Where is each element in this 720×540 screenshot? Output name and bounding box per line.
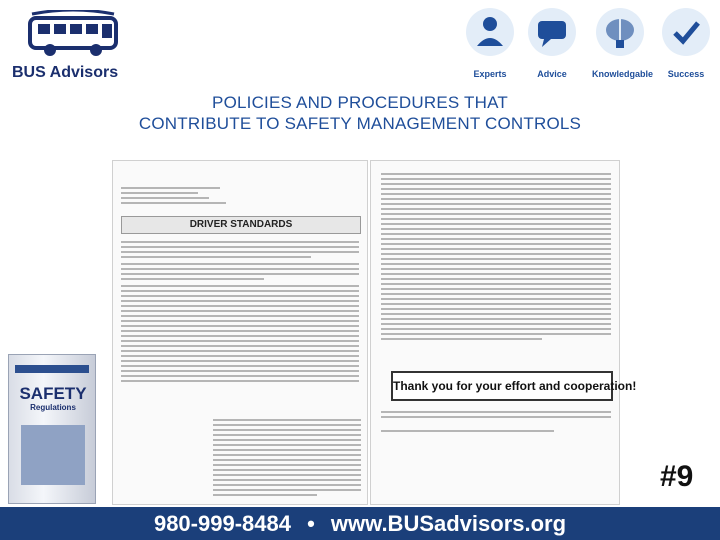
badge-label: Success: [667, 69, 705, 79]
experts-icon: [464, 6, 516, 58]
document-body-text: [381, 173, 611, 343]
badge-experts: [462, 6, 518, 82]
slide-number: #9: [660, 460, 694, 493]
brain-icon: [594, 6, 646, 58]
footer-bar: [0, 507, 720, 540]
advice-icon: [526, 6, 578, 58]
document-body-text-lower: [213, 419, 361, 499]
book-cover-image: [21, 425, 85, 485]
thank-you-banner: Thank you for your effort and cooperation!: [391, 371, 613, 401]
badge-label: Experts: [473, 69, 507, 79]
brand-name: BUS Advisors: [12, 64, 119, 81]
safety-regulations-book: [8, 354, 96, 504]
title-line-1: POLICIES AND PROCEDURES THAT: [212, 93, 508, 112]
driver-standards-document: [112, 160, 368, 505]
badge-label: Knowledgable: [592, 69, 654, 79]
document-body-text: [121, 241, 359, 385]
brand-logo: [8, 6, 128, 86]
footer-separator: •: [307, 511, 315, 536]
value-badges: [462, 6, 712, 82]
title-line-2: CONTRIBUTE TO SAFETY MANAGEMENT CONTROLS: [138, 114, 582, 133]
footer-phone: 980-999-8484: [153, 511, 291, 536]
badge-success: [658, 6, 714, 82]
book-subtitle: Regulations: [30, 403, 76, 412]
success-icon: [660, 6, 712, 58]
footer-website[interactable]: www.BUSadvisors.org: [330, 511, 567, 536]
badge-advice: [524, 6, 580, 82]
bus-icon: [28, 10, 118, 58]
signature-lines: [381, 411, 611, 435]
memo-header-lines: [121, 187, 231, 207]
document-heading: DRIVER STANDARDS: [121, 216, 361, 234]
driver-standards-document-continued: [370, 160, 637, 505]
badge-knowledgable: [592, 6, 654, 82]
book-title: SAFETY: [19, 384, 87, 403]
page-title: [80, 92, 640, 134]
badge-label: Advice: [537, 69, 567, 79]
